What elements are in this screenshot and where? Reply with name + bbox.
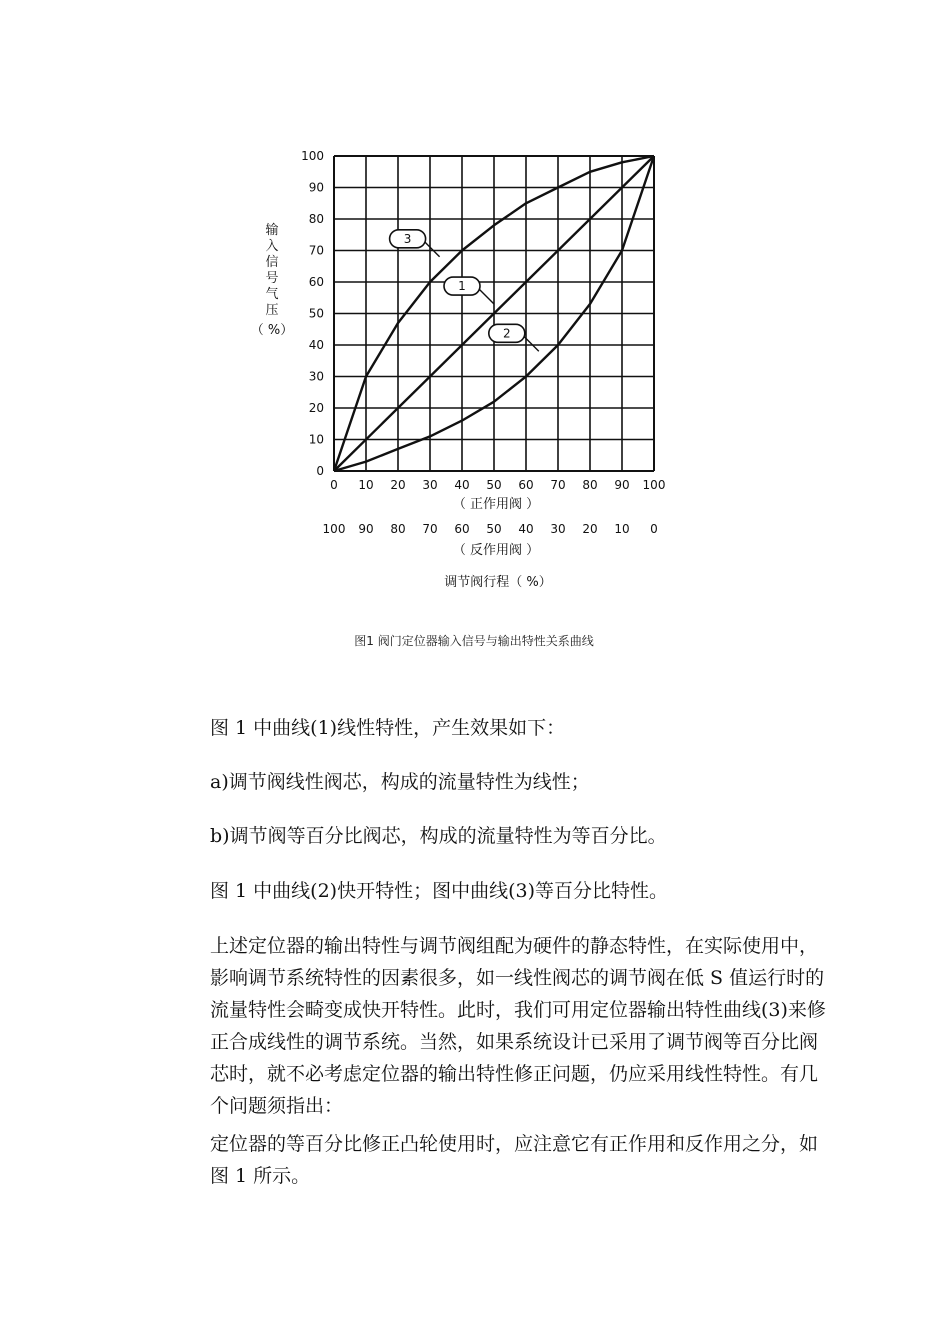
y-axis-title-char: 输 <box>265 223 279 238</box>
characteristic-chart <box>240 130 710 660</box>
y-tick-label: 30 <box>308 369 324 384</box>
x-tick-label-forward: 100 <box>642 478 666 492</box>
x-tick-label-reverse: 30 <box>550 522 566 536</box>
x-axis-title: 调节阀行程（ %） <box>444 575 552 590</box>
y-axis-title-unit: （ %） <box>250 323 294 338</box>
figure-caption: 图1 阀门定位器输入信号与输出特性关系曲线 <box>354 634 594 648</box>
paragraph-5 <box>133 930 833 1122</box>
y-tick-label: 0 <box>316 464 324 478</box>
y-tick-label: 10 <box>308 432 324 447</box>
x-axis-forward-label: （ 正作用阀 ） <box>452 497 540 512</box>
valve-positioner-figure <box>240 130 710 660</box>
x-tick-label-reverse: 60 <box>454 522 470 536</box>
x-tick-label-reverse: 80 <box>390 522 406 536</box>
x-tick-label-forward: 30 <box>422 478 438 492</box>
paragraph-6 <box>133 1128 833 1192</box>
x-tick-label-reverse: 70 <box>422 522 438 536</box>
x-tick-labels-reverse <box>323 522 658 536</box>
paragraph-2: a)调节阀线性阀芯，构成的流量特性为线性； <box>210 771 590 793</box>
y-tick-label: 20 <box>308 401 324 415</box>
y-tick-label: 50 <box>308 306 324 321</box>
callout-label-1: 1 <box>458 279 466 294</box>
y-tick-labels <box>301 149 324 478</box>
y-tick-label: 80 <box>308 212 324 226</box>
paragraph-1: 图 1 中曲线(1)线性特性，产生效果如下： <box>210 717 566 739</box>
x-tick-label-forward: 60 <box>518 478 534 492</box>
y-axis-title <box>251 222 294 338</box>
x-tick-label-reverse: 100 <box>322 522 346 536</box>
x-tick-label-reverse: 40 <box>518 522 534 536</box>
y-tick-label: 40 <box>308 338 324 352</box>
y-axis-title-char: 信 <box>265 255 279 270</box>
x-tick-label-reverse: 50 <box>486 522 502 536</box>
x-tick-label-reverse: 20 <box>582 522 598 536</box>
x-axis-reverse-label: （ 反作用阀 ） <box>452 543 540 558</box>
x-tick-labels-forward <box>330 478 665 492</box>
y-axis-title-char: 气 <box>265 287 279 302</box>
x-tick-label-reverse: 10 <box>614 522 630 536</box>
y-axis-title-char: 号 <box>265 271 279 286</box>
x-tick-label-forward: 10 <box>358 478 374 492</box>
x-tick-label-reverse: 0 <box>650 522 658 536</box>
x-tick-label-forward: 80 <box>582 478 598 492</box>
paragraph-6-text: 定位器的等百分比修正凸轮使用时，应注意它有正作用和反作用之分，如图 1 所示。 <box>210 1133 819 1187</box>
x-tick-label-forward: 90 <box>614 478 630 492</box>
paragraph-5-text: 上述定位器的输出特性与调节阀组配为硬件的静态特性，在实际使用中，影响调节系统特性的因素很多，如一线性阀芯的调节阀在低 S 值运行时的流量特性会畸变成快开特性。此时，我们可用定位器输出特性曲线(3)来修正合成线性的调节系统。当然，如果系统设计已采用了调节阀等百分比阀芯时，就不必考虑定位器的输出特性修正问题，仍应采用线性特性。有几个问题须指出： <box>210 935 826 1117</box>
x-tick-label-forward: 50 <box>486 478 502 492</box>
y-tick-label: 90 <box>308 180 324 195</box>
paragraph-3: b)调节阀等百分比阀芯，构成的流量特性为等百分比。 <box>210 825 667 847</box>
x-tick-label-reverse: 90 <box>358 522 374 536</box>
y-tick-label: 100 <box>301 149 324 163</box>
x-tick-label-forward: 0 <box>330 478 338 492</box>
callout-label-2: 2 <box>502 326 511 341</box>
callout-label-3: 3 <box>403 231 412 246</box>
y-tick-label: 70 <box>308 243 324 258</box>
y-axis-title-char: 压 <box>265 303 279 318</box>
x-tick-label-forward: 70 <box>550 478 566 492</box>
paragraph-4: 图 1 中曲线(2)快开特性；图中曲线(3)等百分比特性。 <box>210 880 668 902</box>
x-tick-label-forward: 20 <box>390 478 406 492</box>
y-tick-label: 60 <box>308 275 324 289</box>
y-axis-title-char: 入 <box>265 239 279 254</box>
x-tick-label-forward: 40 <box>454 478 470 492</box>
